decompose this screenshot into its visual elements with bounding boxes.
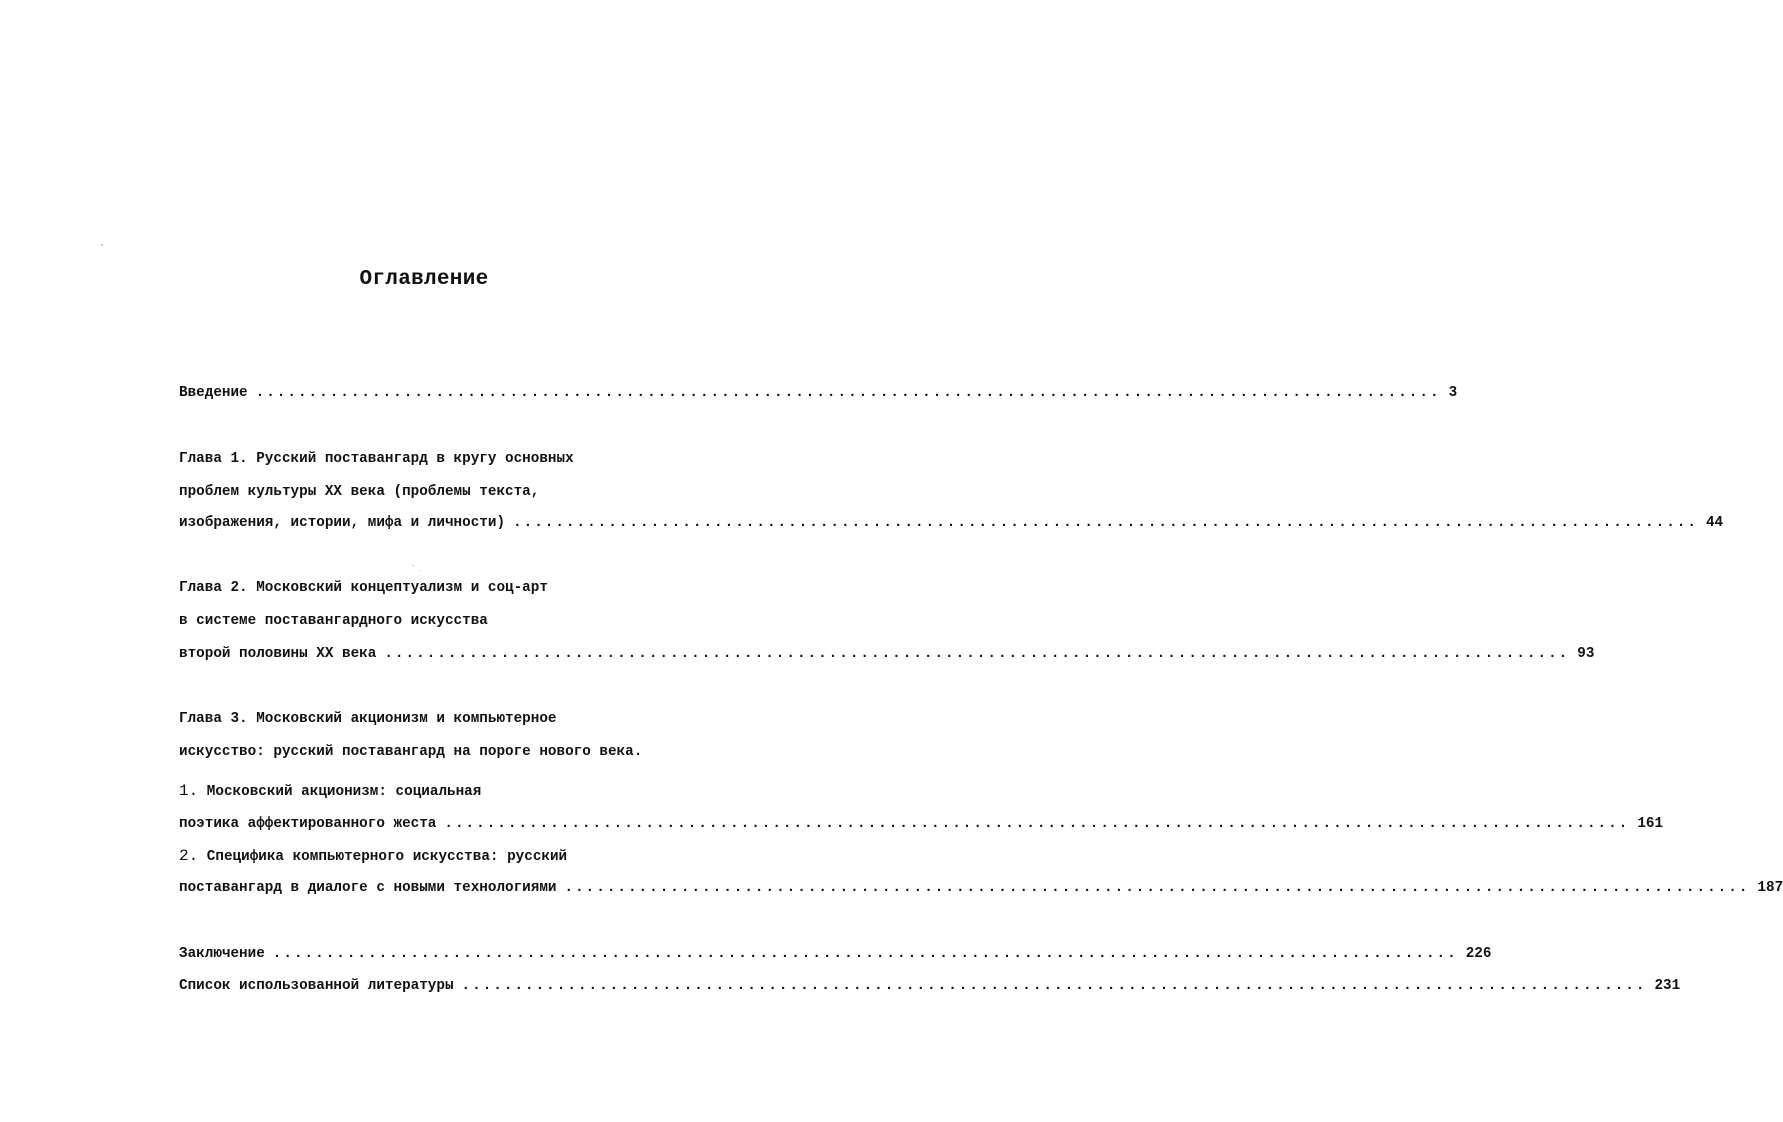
toc-subentry-2-line1 [179,847,715,866]
toc-subentry-1-line1 [179,782,715,801]
page-number: 93 [1577,646,1595,662]
dot-leader: ................................................................................................................ [272,946,1458,962]
subentry-text: Специфика компьютерного искусства: русский [206,849,568,865]
page-number: 161 [1637,816,1664,832]
page-number: 231 [1654,978,1681,994]
toc-entry-intro [179,384,1458,402]
subentry-text: Московский акционизм: социальная [206,784,482,800]
entry-text: второй половины XX века [179,646,377,662]
toc-entry-conclusion [179,945,1492,963]
toc-entry-ch2 [179,645,1595,663]
toc-subentry-2 [179,879,1783,897]
entry-text: изображения, истории, мифа и личности) [179,515,506,531]
toc-entry-ch1-line2: проблем культуры XX века (проблемы текста, [179,484,540,500]
dot-leader: ................................................................................................................ [564,880,1750,896]
toc-entry-ch2-line2: в системе поставангардного искусства [179,613,488,629]
entry-text: поставангард в диалоге с новыми технологиями [179,880,557,896]
page-number: 3 [1448,385,1458,401]
toc-entry-ch3-line1: Глава 3. Московский акционизм и компьютерное [179,711,557,727]
toc-entry-ch1-line1: Глава 1. Русский поставангард в кругу основных [179,451,574,467]
dot-leader: ................................................................................................................ [461,978,1647,994]
toc-entry-ch2-line1: Глава 2. Московский концептуализм и соц-арт [179,580,548,596]
subentry-number: 1. [179,782,199,800]
page-title: Оглавление [359,268,489,291]
scan-speck [412,565,414,566]
entry-text: Список использованной литературы [179,978,454,994]
page-number: 44 [1705,515,1724,531]
scan-speck [101,244,103,246]
dot-leader: ................................................................................................................ [384,646,1570,662]
page-number: 226 [1465,946,1492,962]
toc-entry-ch1 [179,514,1724,532]
scan-speck [420,570,421,571]
subentry-number: 2. [179,847,199,865]
toc-entry-bibliography [179,977,1681,995]
entry-text: поэтика аффектированного жеста [179,816,437,832]
page-number: 187 [1757,880,1783,896]
toc-subentry-1 [179,815,1664,833]
dot-leader: ................................................................................................................ [444,816,1630,832]
toc-entry-ch3-line2: искусство: русский поставангард на пороге нового века. [179,744,643,760]
dot-leader: ................................................................................................................ [513,515,1698,531]
entry-text: Заключение [179,946,265,962]
entry-text: Введение [179,385,248,401]
dot-leader: ................................................................................................................ [255,385,1441,401]
